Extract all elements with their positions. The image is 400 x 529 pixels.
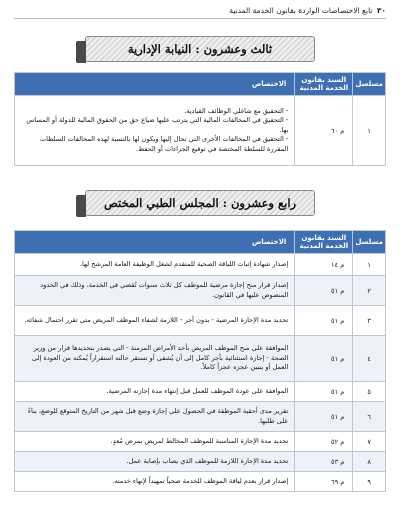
row-spec: الموافقة على عودة الموظف للعمل قبل إنتهاء مدة إجازته المرضية. [15,382,295,402]
table-header-row [15,231,386,254]
table-row [15,402,386,432]
section2-table [14,230,386,492]
banner-shadow [76,41,86,63]
table-row [15,96,386,166]
row-spec [15,96,295,166]
page-header [14,6,386,19]
section1-title: ثالث وعشرون : النيابة الإدارية [127,42,273,56]
row-num: ٧ [353,432,386,452]
row-ref: م ٥٢ [295,432,353,452]
row-spec: إصدار شهادة إثبات اللياقة الصحية للمتقدم لشغل الوظيفة العامة المرشح لها. [15,254,295,276]
column-header-spec: الاختصاص [15,73,295,96]
row-ref: م ٥٣ [295,452,353,472]
row-spec: الموافقة على منح الموظف المريض بأحد الأمراض المزمنة - التي يصدر بتحديدها قرار من وزير الصحة - إجازة استثنائية بأجر كامل إلى أن يُشفى أو تستقر حالته استقراراً يُمكنه من العودة إلى العمل أو يتبين عجزه عجزاً كاملاً. [15,336,295,382]
row-spec: تحديد مدة الإجازة المناسبة للموظف المخالط لمريض بمرض مُعدٍ. [15,432,295,452]
banner-shadow [76,195,86,217]
row-num: ١ [353,96,386,166]
table-row [15,336,386,382]
section2-title: رابع وعشرون : المجلس الطبي المختص [103,196,297,210]
row-ref: م ٥١ [295,402,353,432]
section1-banner [85,36,315,62]
spec-line: - التحقيق في المخالفات الأخرى التي تحال إليها ويكون لها بالنسبة لهذه المخالفات السلطات المقررة للسلطة المختصة في توقيع الجزاءات أو الحفظ. [39,135,289,153]
row-num: ٩ [353,472,386,492]
spec-line: - التحقيق في المخالفات المالية التي يترتب عليها ضياع حق من الحقوق المالية للدولة أو المساس بها. [26,116,289,134]
column-header-ref: السند بقانون الخدمة المدنية [295,73,353,96]
page-number: ٣٠ [376,6,386,15]
row-spec: تقرير مدى أحقية الموظفة في الحصول على إجازة وضع قبل شهر من التاريخ المتوقع للوضع، بناءً على طلبها. [15,402,295,432]
row-ref: م ١٤ [295,254,353,276]
row-num: ٥ [353,382,386,402]
column-header-ref: السند بقانون الخدمة المدنية [295,231,353,254]
row-ref: م ٥١ [295,306,353,336]
column-header-num: مسلسل [353,73,386,96]
table-header-row [15,73,386,96]
row-spec: تحديد مدة الإجازة المرضية - بدون أجر - اللازمة لشفاء الموظف المريض متى تقرر احتمال شفائه. [15,306,295,336]
row-ref: م ٦٩ [295,472,353,492]
row-ref: م ٥١ [295,382,353,402]
row-spec: إصدار قرار بعدم لياقة الموظف للخدمة صحياً تمهيداً لإنهاء خدمته. [15,472,295,492]
table-row [15,254,386,276]
page-header-title: تابع الاختصاصات الواردة بقانون الخدمة المدنية [229,6,373,15]
row-ref: م ٦٠ [295,96,353,166]
row-num: ٦ [353,402,386,432]
spec-line: - التحقيق مع شاغلي الوظائف القيادية. [184,106,289,115]
row-ref: م ٥١ [295,336,353,382]
table-row [15,472,386,492]
table-row [15,382,386,402]
row-num: ٢ [353,276,386,306]
row-spec: تحديد مدة الإجازة اللازمة للموظف الذي يصاب بإصابة عمل. [15,452,295,472]
column-header-num: مسلسل [353,231,386,254]
table-row [15,432,386,452]
row-num: ٤ [353,336,386,382]
row-num: ٣ [353,306,386,336]
table-row [15,452,386,472]
row-num: ١ [353,254,386,276]
column-header-spec: الاختصاص [15,231,295,254]
row-num: ٨ [353,452,386,472]
table-row [15,276,386,306]
section2-banner [85,190,315,216]
row-spec: إصدار قرار منح إجازة مرضية للموظف كل ثلاث سنوات تُقضي في الخدمة، وذلك في الحدود المنصوص عليها في القانون. [15,276,295,306]
row-ref: م ٥١ [295,276,353,306]
table-row [15,306,386,336]
section1-table [14,72,386,166]
